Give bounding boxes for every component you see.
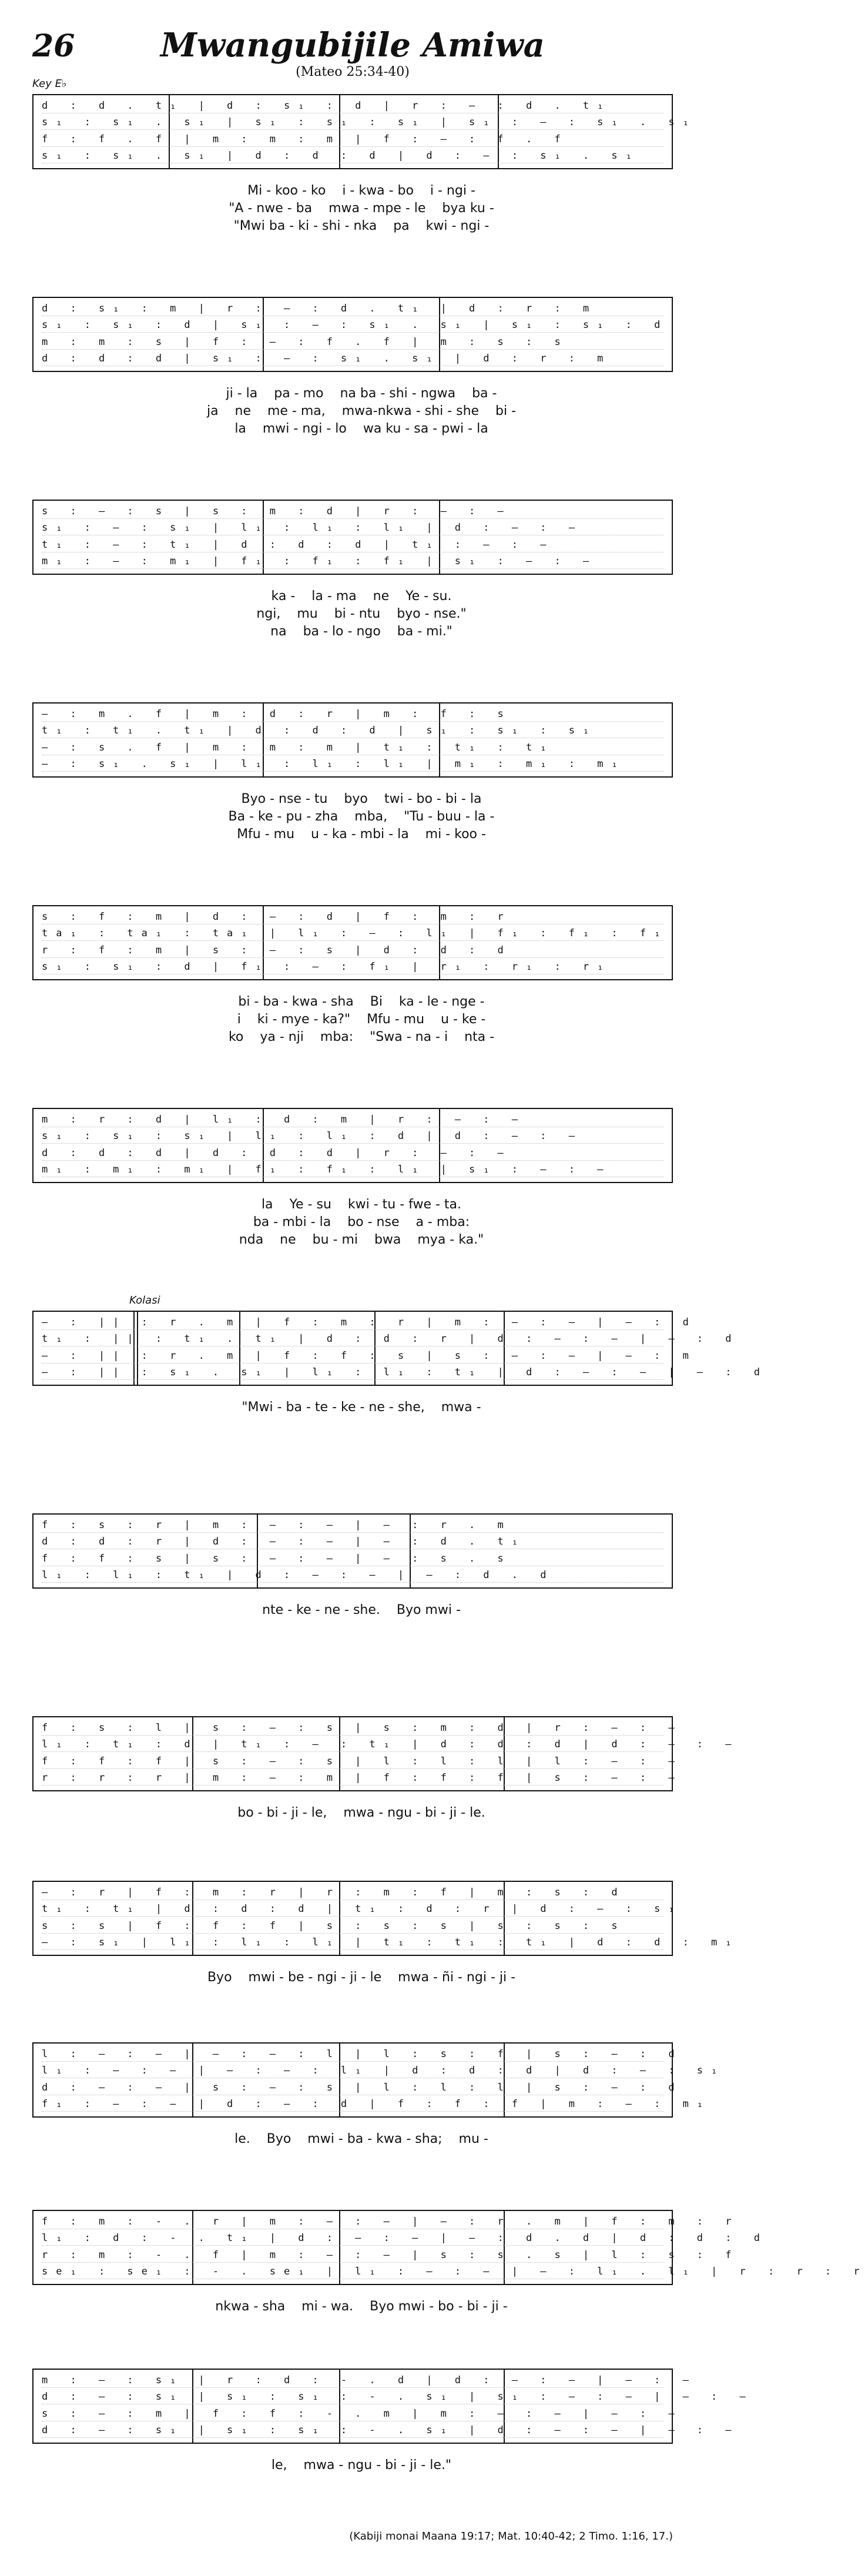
lyric-line: Mi - koo - ko i - kwa - bo i - ngi - <box>247 183 475 198</box>
tonic-solfa-staff <box>32 1513 673 1589</box>
solfa-voice-row: — : s₁ . s₁ | l₁ : l₁ : l₁ | m₁ : m₁ : m₁ <box>42 758 663 772</box>
solfa-voice-row: f : m : - . r | m : — : — | — : r . m | f : m : r <box>42 2216 663 2229</box>
solfa-voice-row: s : s | f : f : f | s : s : s | s : s : s <box>42 1920 663 1934</box>
solfa-rows <box>42 1722 740 1786</box>
tonic-solfa-staff <box>32 702 673 778</box>
solfa-voice-row: d : s₁ : m | r : — : d . t₁ | d : r : m <box>42 303 663 316</box>
solfa-voice-row: l₁ : t₁ : d | t₁ : — : t₁ | d : d : d | d : — : — <box>42 1738 663 1752</box>
solfa-rows <box>42 1317 768 1380</box>
solfa-voice-row: s₁ : s₁ . s₁ | s₁ : s₁ : s₁ | s₁ : — : s₁ . s₁ <box>42 116 663 130</box>
lyrics-block <box>53 1969 670 1987</box>
lyrics-block <box>53 993 670 1046</box>
lyric-line: "Mwi - ba - te - ke - ne - she, mwa - <box>242 1400 481 1415</box>
lyrics-block <box>53 588 670 641</box>
solfa-rows <box>42 2374 754 2438</box>
tonic-solfa-staff <box>32 94 697 169</box>
solfa-rows <box>42 100 697 163</box>
solfa-rows <box>42 1887 740 1950</box>
lyric-line: ja ne me - ma, mwa-nkwa - shi - she bi - <box>206 404 517 418</box>
scripture-reference: (Mateo 25:34-40) <box>296 65 410 79</box>
solfa-voice-row: d : — : — | s : — : s | l : l : l | s : — : d <box>42 2082 663 2095</box>
solfa-voice-row: f : f : s | s : — : — | — : s . s <box>42 1553 663 1566</box>
lyric-line: Byo - nse - tu byo twi - bo - bi - la <box>241 792 482 806</box>
lyric-line: Ba - ke - pu - zha mba, "Tu - buu - la - <box>228 809 495 824</box>
solfa-voice-row: m₁ : — : m₁ | f₁ : f₁ : f₁ | s₁ : — : — <box>42 555 663 569</box>
lyrics-block <box>53 1602 670 1619</box>
solfa-voice-row: t₁ : — : t₁ | d : d : d | t₁ : — : — <box>42 539 663 552</box>
solfa-voice-row: t₁ : t₁ | d : d : d | t₁ : d : r | d : — : s₁ <box>42 1903 663 1917</box>
tonic-solfa-staff <box>32 905 673 980</box>
solfa-voice-row: t₁ : || : t₁ . t₁ | d : d : r | d : — : — | — : d <box>42 1333 663 1346</box>
lyric-line: la mwi - ngi - lo wa ku - sa - pwi - la <box>234 421 488 436</box>
tonic-solfa-staff <box>32 297 673 372</box>
lyric-line: bo - bi - ji - le, mwa - ngu - bi - ji - le. <box>237 1805 485 1820</box>
solfa-voice-row: f : f : f | s : — : s | l : l : l | l : — : — <box>42 1756 663 1769</box>
solfa-voice-row: ta₁ : ta₁ : ta₁ | l₁ : — : l₁ | f₁ : f₁ : f₁ <box>42 927 663 941</box>
tonic-solfa-staff <box>32 1716 740 1791</box>
tonic-solfa-staff <box>32 1108 673 1183</box>
solfa-voice-row: f₁ : — : — | d : — : d | f : f : f | m : — : m₁ <box>42 2098 663 2112</box>
solfa-rows <box>42 911 669 974</box>
solfa-voice-row: f : s : l | s : — : s | s : m : d | r : — : — <box>42 1722 663 1736</box>
solfa-voice-row: — : r | f : m : r | r : m : f | m : s : d <box>42 1887 663 1900</box>
solfa-voice-row: — : || : r . m | f : m : r | m : — : — | — : d <box>42 1317 663 1330</box>
solfa-voice-row: d : — : s₁ | s₁ : s₁ : - . s₁ | d : — : — | — : — <box>42 2424 663 2438</box>
lyric-line: la Ye - su kwi - tu - fwe - ta. <box>261 1197 462 1212</box>
tonic-solfa-staff <box>32 1311 768 1386</box>
tonic-solfa-staff <box>32 1881 740 1956</box>
solfa-voice-row: — : s . f | m : m : m | t₁ : t₁ : t₁ <box>42 742 663 755</box>
solfa-rows <box>42 2048 726 2112</box>
solfa-rows <box>42 303 669 366</box>
solfa-rows <box>42 2216 868 2279</box>
lyric-line: "A - nwe - ba mwa - mpe - le bya ku - <box>229 201 494 216</box>
lyric-line: nkwa - sha mi - wa. Byo mwi - bo - bi - ji - <box>215 2299 508 2314</box>
solfa-voice-row: m : m : s | f : — : f . f | m : s : s <box>42 336 663 350</box>
solfa-rows <box>42 1114 663 1177</box>
hymn-header <box>0 0 705 88</box>
lyrics-block <box>53 1196 670 1249</box>
solfa-voice-row: — : m . f | m : d : r | m : f : s <box>42 708 663 722</box>
solfa-voice-row: s₁ : — : s₁ | l₁ : l₁ : l₁ | d : — : — <box>42 522 663 535</box>
solfa-rows <box>42 708 663 772</box>
solfa-voice-row: s₁ : s₁ : d | f₁ : — : f₁ | r₁ : r₁ : r₁ <box>42 961 663 974</box>
tonic-solfa-staff <box>32 2210 868 2285</box>
footer-references: (Kabiji monai Maana 19:17; Mat. 10:40-42; 2 Timo. 1:16, 17.) <box>349 2530 673 2542</box>
solfa-voice-row: d : — : s₁ | s₁ : s₁ : - . s₁ | s₁ : — : — | — : — <box>42 2391 663 2404</box>
lyric-line: ko ya - nji mba: "Swa - na - i nta - <box>228 1030 495 1044</box>
solfa-voice-row: d : d : d | s₁ : — : s₁ . s₁ | d : r : m <box>42 353 663 366</box>
solfa-voice-row: l : — : — | — : — : l | l : s : f | s : — : d <box>42 2048 663 2062</box>
hymn-title: Mwangubijile Amiwa <box>160 26 545 65</box>
solfa-voice-row: s : — : m | f : f : - . m | m : — : — | — : — <box>42 2408 663 2421</box>
solfa-voice-row: d : d : r | d : — : — | — : d . t₁ <box>42 1536 663 1549</box>
solfa-voice-row: s : f : m | d : — : d | f : m : r <box>42 911 663 924</box>
lyrics-block <box>53 385 670 438</box>
tonic-solfa-staff <box>32 500 673 575</box>
solfa-voice-row: m₁ : m₁ : m₁ | f₁ : f₁ : l₁ | s₁ : — : — <box>42 1164 663 1177</box>
solfa-voice-row: l₁ : l₁ : t₁ | d : — : — | — : d . d <box>42 1569 663 1583</box>
solfa-voice-row: m : — : s₁ | r : d : - . d | d : — : — | — : — <box>42 2374 663 2388</box>
solfa-voice-row: s₁ : s₁ : s₁ | l₁ : l₁ : d | d : — : — <box>42 1130 663 1144</box>
solfa-voice-row: d : d . t₁ | d : s₁ : d | r : — : d . t₁ <box>42 100 663 113</box>
key-signature: Key E♭ <box>32 78 67 90</box>
lyric-line: bi - ba - kwa - sha Bi ka - le - nge - <box>238 994 485 1009</box>
solfa-voice-row: — : || : s₁ . s₁ | l₁ : l₁ : t₁ | d : — : — | — : d <box>42 1366 663 1380</box>
lyric-line: Mfu - mu u - ka - mbi - la mi - koo - <box>237 827 486 842</box>
lyrics-block <box>53 2298 670 2316</box>
solfa-voice-row: r : r : r | m : — : m | f : f : f | s : — : — <box>42 1772 663 1786</box>
chorus-label: Kolasi <box>129 1294 160 1307</box>
lyrics-block <box>53 2131 670 2148</box>
lyric-line: le. Byo mwi - ba - kwa - sha; mu - <box>234 2132 488 2146</box>
solfa-rows <box>42 1519 663 1583</box>
lyric-line: ngi, mu bi - ntu byo - nse." <box>256 607 467 621</box>
solfa-voice-row: s₁ : s₁ . s₁ | d : d : d | d : — : s₁ . s₁ <box>42 150 663 163</box>
lyric-line: i ki - mye - ka?" Mfu - mu u - ke - <box>237 1012 486 1027</box>
lyric-line: le, mwa - ngu - bi - ji - le." <box>271 2458 452 2473</box>
lyrics-block <box>53 1804 670 1822</box>
solfa-voice-row: — : s₁ | l₁ : l₁ : l₁ | t₁ : t₁ : t₁ | d : d : m₁ <box>42 1937 663 1950</box>
solfa-voice-row: r : m : - . f | m : — : — | s : s . s | l : s : f <box>42 2249 663 2263</box>
lyric-line: ba - mbi - la bo - nse a - mba: <box>253 1215 470 1230</box>
solfa-voice-row: se₁ : se₁ : - . se₁ | l₁ : — : — | — : l₁ . l₁ | r : r : r <box>42 2266 663 2279</box>
hymn-number: 26 <box>32 28 75 64</box>
solfa-voice-row: f : s : r | m : — : — | — : r . m <box>42 1519 663 1533</box>
lyric-line: Byo mwi - be - ngi - ji - le mwa - ñi - ngi - ji - <box>207 1970 516 1985</box>
tonic-solfa-staff <box>32 2369 754 2444</box>
solfa-voice-row: l₁ : d : - . t₁ | d : — : — | — : d . d | d : d : d <box>42 2232 663 2246</box>
solfa-voice-row: r : f : m | s : — : s | d : d : d <box>42 944 663 958</box>
lyric-line: na ba - lo - ngo ba - mi." <box>270 624 453 639</box>
lyrics-block <box>53 790 670 843</box>
solfa-rows <box>42 505 663 569</box>
lyric-line: "Mwi ba - ki - shi - nka pa kwi - ngi - <box>233 219 490 233</box>
tonic-solfa-staff <box>32 2042 726 2118</box>
lyric-line: nda ne bu - mi bwa mya - ka." <box>239 1232 484 1247</box>
solfa-voice-row: d : d : d | d : d : d | r : — : — <box>42 1147 663 1161</box>
solfa-voice-row: — : || : r . m | f : f : s | s : — : — | — : m <box>42 1350 663 1364</box>
lyrics-block <box>53 182 670 235</box>
solfa-voice-row: s : — : s | s : m : d | r : — : — <box>42 505 663 519</box>
lyric-line: ji - la pa - mo na ba - shi - ngwa ba - <box>226 386 497 401</box>
lyric-line: ka - la - ma ne Ye - su. <box>271 589 452 604</box>
lyrics-block <box>53 1399 670 1416</box>
solfa-voice-row: l₁ : — : — | — : — : l₁ | d : d : d | d : — : s₁ <box>42 2065 663 2078</box>
solfa-voice-row: s₁ : s₁ : d | s₁ : — : s₁ . s₁ | s₁ : s₁ : d <box>42 319 663 333</box>
solfa-voice-row: t₁ : t₁ . t₁ | d : d : d | s₁ : s₁ : s₁ <box>42 725 663 738</box>
lyric-line: nte - ke - ne - she. Byo mwi - <box>262 1603 461 1617</box>
lyrics-block <box>53 2457 670 2474</box>
solfa-voice-row: m : r : d | l₁ : d : m | r : — : — <box>42 1114 663 1127</box>
solfa-voice-row: f : f . f | m : m : m | f : — : f . f <box>42 133 663 147</box>
